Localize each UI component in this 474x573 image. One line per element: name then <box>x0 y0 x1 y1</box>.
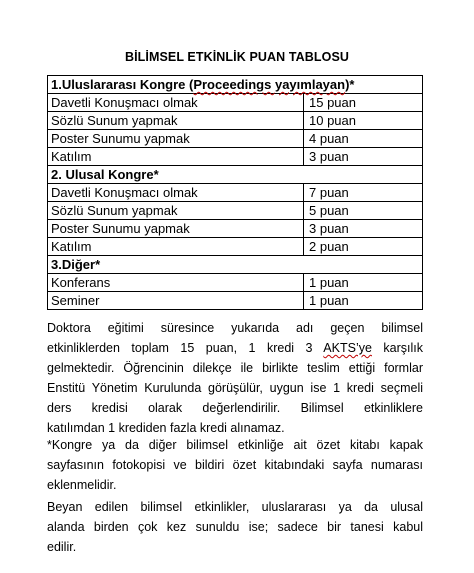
activity-label: Poster Sunumu yapmak <box>48 220 304 238</box>
section-heading-other: 3.Diğer* <box>48 256 423 274</box>
points-value: 4 puan <box>304 130 423 148</box>
paragraph-line: eklenmelidir. <box>47 478 117 492</box>
points-table <box>47 75 423 310</box>
paragraph-line: ders kredisi olarak değerlendirilir. Bilimsel etkinliklere <box>47 401 423 415</box>
paragraph-line: edilir. <box>47 540 77 554</box>
points-value: 10 puan <box>304 112 423 130</box>
table-row <box>48 202 423 220</box>
spellcheck-underlined-text: AKTS’ye <box>323 341 372 355</box>
section-heading-national: 2. Ulusal Kongre* <box>48 166 423 184</box>
table-row <box>48 220 423 238</box>
paragraph-declaration-rule <box>47 497 423 557</box>
paragraph-line: *Kongre ya da diğer bilimsel etkinliğe ait özet kitabı kapak <box>47 438 423 452</box>
paragraph-footnote <box>47 435 423 495</box>
table-row <box>48 148 423 166</box>
paragraph-line: katılımdan 1 krediden fazla kredi alınamaz. <box>47 421 285 435</box>
points-value: 2 puan <box>304 238 423 256</box>
activity-label: Katılım <box>48 238 304 256</box>
section-heading-international: 1.Uluslararası Kongre (Proceedings yayımlayan)* <box>48 76 423 94</box>
activity-label: Poster Sunumu yapmak <box>48 130 304 148</box>
points-value: 5 puan <box>304 202 423 220</box>
activity-label: Davetli Konuşmacı olmak <box>48 94 304 112</box>
table-row <box>48 94 423 112</box>
table-row <box>48 238 423 256</box>
activity-label: Sözlü Sunum yapmak <box>48 202 304 220</box>
points-value: 1 puan <box>304 274 423 292</box>
section-heading-row <box>48 76 423 94</box>
points-value: 3 puan <box>304 148 423 166</box>
table-row <box>48 112 423 130</box>
activity-label: Katılım <box>48 148 304 166</box>
activity-label: Davetli Konuşmacı olmak <box>48 184 304 202</box>
paragraph-line: Beyan edilen bilimsel etkinlikler, uluslararası ya da ulusal <box>47 500 423 514</box>
table-row <box>48 130 423 148</box>
table-row <box>48 274 423 292</box>
activity-label: Konferans <box>48 274 304 292</box>
points-value: 15 puan <box>304 94 423 112</box>
activity-label: Seminer <box>48 292 304 310</box>
document-title: BİLİMSEL ETKİNLİK PUAN TABLOSU <box>124 50 350 64</box>
points-value: 1 puan <box>304 292 423 310</box>
points-value: 3 puan <box>304 220 423 238</box>
points-value: 7 puan <box>304 184 423 202</box>
activity-label: Sözlü Sunum yapmak <box>48 112 304 130</box>
section-heading-row <box>48 256 423 274</box>
table-row <box>48 184 423 202</box>
paragraph-line: alanda birden çok kez sunuldu ise; sadece bir tanesi kabul <box>47 520 423 534</box>
paragraph-line: gelmektedir. Öğrencinin dilekçe ile birlikte teslim ettiği formlar <box>47 361 423 375</box>
paragraph-credit-rules <box>47 318 423 438</box>
section-heading-row <box>48 166 423 184</box>
paragraph-line: Doktora eğitimi süresince yukarıda adı geçen bilimsel <box>47 321 423 335</box>
paragraph-line: etkinliklerden toplam 15 puan, 1 kredi 3 AKTS’ye karşılık <box>47 341 423 355</box>
paragraph-line: Enstitü Yönetim Kurulunda görüşülür, uygun ise 1 kredi seçmeli <box>47 381 423 395</box>
table-row <box>48 292 423 310</box>
spellcheck-underlined-text: Proceedings yayımlayan <box>193 77 346 92</box>
paragraph-line: sayfasının fotokopisi ve bildiri özet kitabındaki sayfa numarası <box>47 458 423 472</box>
